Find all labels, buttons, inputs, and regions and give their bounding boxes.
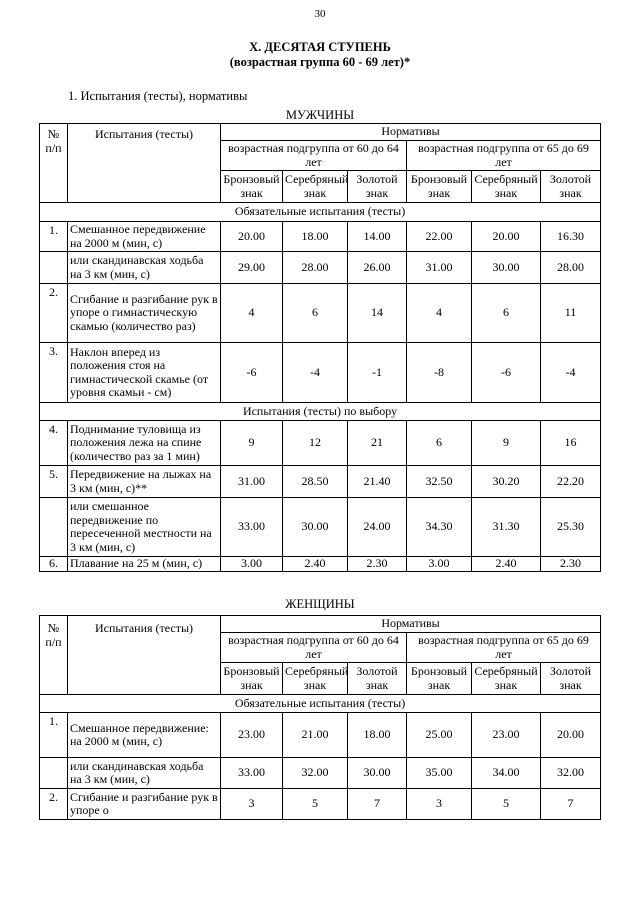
norm-value: 25.30 bbox=[541, 498, 601, 557]
table-row bbox=[40, 252, 601, 284]
row-number: 1. bbox=[40, 713, 68, 758]
norm-value: 5 bbox=[472, 789, 541, 820]
norm-value: 16.30 bbox=[541, 222, 601, 252]
norm-value: 16 bbox=[541, 421, 601, 466]
women-caption: ЖЕНЩИНЫ bbox=[285, 597, 355, 611]
header-norms: Нормативы bbox=[221, 124, 601, 141]
norm-value: -4 bbox=[541, 343, 601, 403]
header-num: № п/п bbox=[40, 124, 68, 203]
norm-value: -6 bbox=[472, 343, 541, 403]
norm-value: 32.00 bbox=[541, 758, 601, 789]
test-name: или смешанное передвижение по пересеченной местности на 3 км (мин, с) bbox=[68, 498, 221, 557]
norm-value: 20.00 bbox=[221, 222, 283, 252]
header-gold: Золотой знак bbox=[348, 663, 407, 695]
norm-value: 32.50 bbox=[407, 466, 472, 498]
test-name: или скандинавская ходьба на 3 км (мин, с) bbox=[68, 758, 221, 789]
header-num: № п/п bbox=[40, 616, 68, 695]
norm-value: 2.30 bbox=[541, 557, 601, 572]
women-norms-table bbox=[39, 615, 601, 820]
norm-value: 3.00 bbox=[407, 557, 472, 572]
norm-value: 30.00 bbox=[472, 252, 541, 284]
norm-value: -1 bbox=[348, 343, 407, 403]
age-group-subtitle: (возрастная группа 60 - 69 лет)* bbox=[229, 55, 411, 69]
table-row bbox=[40, 557, 601, 572]
row-number: 4. bbox=[40, 421, 68, 466]
norm-value: 22.00 bbox=[407, 222, 472, 252]
header-silver: Серебряный знак bbox=[283, 171, 348, 203]
table-row bbox=[40, 713, 601, 758]
section-label: 1. Испытания (тесты), нормативы bbox=[68, 89, 248, 103]
norm-value: 20.00 bbox=[472, 222, 541, 252]
table-row bbox=[40, 758, 601, 789]
table-row bbox=[40, 343, 601, 403]
norm-value: 35.00 bbox=[407, 758, 472, 789]
table-row bbox=[40, 466, 601, 498]
table-row bbox=[40, 284, 601, 343]
norm-value: 5 bbox=[283, 789, 348, 820]
header-gold: Золотой знак bbox=[541, 663, 601, 695]
norm-value: 31.30 bbox=[472, 498, 541, 557]
header-subgroup-60-64: возрастная подгруппа от 60 до 64 лет bbox=[221, 633, 407, 663]
section-mandatory: Обязательные испытания (тесты) bbox=[40, 203, 601, 222]
test-name: Поднимание туловища из положения лежа на спине (количество раз за 1 мин) bbox=[68, 421, 221, 466]
header-bronze: Бронзовый знак bbox=[407, 171, 472, 203]
norm-value: 23.00 bbox=[472, 713, 541, 758]
header-silver: Серебряный знак bbox=[472, 171, 541, 203]
row-number: 6. bbox=[40, 557, 68, 572]
norm-value: 28.50 bbox=[283, 466, 348, 498]
table-row bbox=[40, 222, 601, 252]
norm-value: 12 bbox=[283, 421, 348, 466]
norm-value: 31.00 bbox=[407, 252, 472, 284]
norm-value: 2.40 bbox=[283, 557, 348, 572]
row-number: 1. bbox=[40, 222, 68, 252]
norm-value: 33.00 bbox=[221, 498, 283, 557]
norm-value: 6 bbox=[407, 421, 472, 466]
norm-value: 18.00 bbox=[348, 713, 407, 758]
row-number bbox=[40, 758, 68, 789]
norm-value: 32.00 bbox=[283, 758, 348, 789]
norm-value: 33.00 bbox=[221, 758, 283, 789]
header-bronze: Бронзовый знак bbox=[221, 663, 283, 695]
norm-value: 30.00 bbox=[283, 498, 348, 557]
test-name: Сгибание и разгибание рук в упоре о bbox=[68, 789, 221, 820]
header-subgroup-65-69: возрастная подгруппа от 65 до 69 лет bbox=[407, 633, 601, 663]
header-silver: Серебряный знак bbox=[283, 663, 348, 695]
norm-value: 6 bbox=[472, 284, 541, 343]
test-name: Смешанное передвижение: на 2000 м (мин, с) bbox=[68, 713, 221, 758]
table-row bbox=[40, 498, 601, 557]
norm-value: 25.00 bbox=[407, 713, 472, 758]
norm-value: 22.20 bbox=[541, 466, 601, 498]
norm-value: 21.40 bbox=[348, 466, 407, 498]
test-name: Передвижение на лыжах на 3 км (мин, с)** bbox=[68, 466, 221, 498]
norm-value: 6 bbox=[283, 284, 348, 343]
header-bronze: Бронзовый знак bbox=[221, 171, 283, 203]
test-name: Плавание на 25 м (мин, с) bbox=[68, 557, 221, 572]
test-name: Наклон вперед из положения стоя на гимнастической скамье (от уровня скамьи - см) bbox=[68, 343, 221, 403]
norm-value: 26.00 bbox=[348, 252, 407, 284]
men-norms-table bbox=[39, 123, 601, 572]
header-gold: Золотой знак bbox=[348, 171, 407, 203]
norm-value: 28.00 bbox=[541, 252, 601, 284]
row-number bbox=[40, 498, 68, 557]
men-caption: МУЖЧИНЫ bbox=[285, 108, 355, 122]
norm-value: 34.30 bbox=[407, 498, 472, 557]
norm-value: 7 bbox=[348, 789, 407, 820]
norm-value: 31.00 bbox=[221, 466, 283, 498]
norm-value: 4 bbox=[221, 284, 283, 343]
header-subgroup-60-64: возрастная подгруппа от 60 до 64 лет bbox=[221, 141, 407, 171]
norm-value: 29.00 bbox=[221, 252, 283, 284]
page-title bbox=[0, 40, 640, 70]
norm-value: -8 bbox=[407, 343, 472, 403]
norm-value: 2.40 bbox=[472, 557, 541, 572]
row-number: 2. bbox=[40, 789, 68, 820]
test-name: или скандинавская ходьба на 3 км (мин, с) bbox=[68, 252, 221, 284]
norm-value: 11 bbox=[541, 284, 601, 343]
norm-value: 18.00 bbox=[283, 222, 348, 252]
norm-value: 2.30 bbox=[348, 557, 407, 572]
row-number: 5. bbox=[40, 466, 68, 498]
norm-value: 30.20 bbox=[472, 466, 541, 498]
norm-value: 28.00 bbox=[283, 252, 348, 284]
norm-value: 3 bbox=[221, 789, 283, 820]
norm-value: 9 bbox=[221, 421, 283, 466]
header-test: Испытания (тесты) bbox=[68, 616, 221, 695]
section-mandatory: Обязательные испытания (тесты) bbox=[40, 695, 601, 713]
row-number: 2. bbox=[40, 284, 68, 343]
header-norms: Нормативы bbox=[221, 616, 601, 633]
row-number: 3. bbox=[40, 343, 68, 403]
norm-value: 21 bbox=[348, 421, 407, 466]
header-silver: Серебряный знак bbox=[472, 663, 541, 695]
section-optional: Испытания (тесты) по выбору bbox=[40, 403, 601, 421]
norm-value: 20.00 bbox=[541, 713, 601, 758]
norm-value: 14 bbox=[348, 284, 407, 343]
norm-value: 7 bbox=[541, 789, 601, 820]
header-gold: Золотой знак bbox=[541, 171, 601, 203]
norm-value: 3 bbox=[407, 789, 472, 820]
norm-value: 24.00 bbox=[348, 498, 407, 557]
header-test: Испытания (тесты) bbox=[68, 124, 221, 203]
norm-value: -6 bbox=[221, 343, 283, 403]
norm-value: 34.00 bbox=[472, 758, 541, 789]
norm-value: 9 bbox=[472, 421, 541, 466]
norm-value: 3.00 bbox=[221, 557, 283, 572]
norm-value: 23.00 bbox=[221, 713, 283, 758]
norm-value: 14.00 bbox=[348, 222, 407, 252]
page-number: 30 bbox=[314, 8, 326, 20]
norm-value: 4 bbox=[407, 284, 472, 343]
norm-value: 30.00 bbox=[348, 758, 407, 789]
test-name: Смешанное передвижение на 2000 м (мин, с) bbox=[68, 222, 221, 252]
header-bronze: Бронзовый знак bbox=[407, 663, 472, 695]
norm-value: 21.00 bbox=[283, 713, 348, 758]
row-number bbox=[40, 252, 68, 284]
stage-title: X. ДЕСЯТАЯ СТУПЕНЬ bbox=[249, 40, 391, 54]
header-subgroup-65-69: возрастная подгруппа от 65 до 69 лет bbox=[407, 141, 601, 171]
test-name: Сгибание и разгибание рук в упоре о гимнастическую скамью (количество раз) bbox=[68, 284, 221, 343]
table-row bbox=[40, 421, 601, 466]
table-row bbox=[40, 789, 601, 820]
norm-value: -4 bbox=[283, 343, 348, 403]
